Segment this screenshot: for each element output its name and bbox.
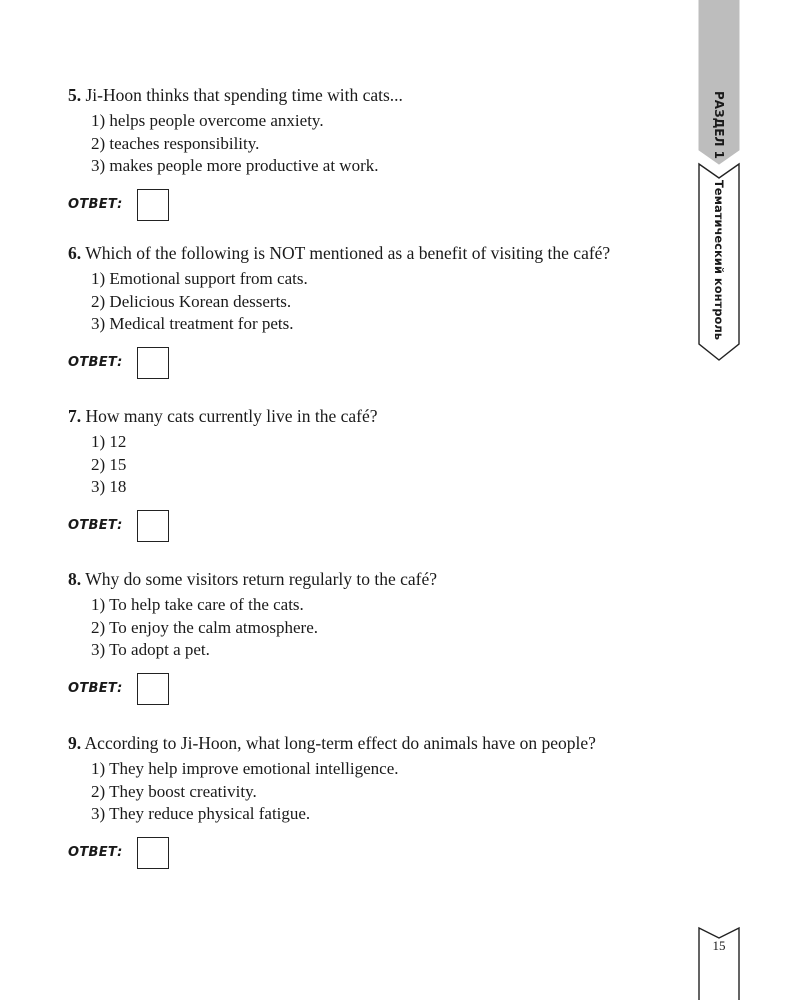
answer-option: 3) Medical treatment for pets. xyxy=(91,314,294,333)
question-text: 9. According to Ji-Hoon, what long-term effect do animals have on people? xyxy=(68,733,596,753)
answer-option: 2) Delicious Korean desserts. xyxy=(91,291,292,311)
answer-option: 3) 18 xyxy=(91,477,127,496)
answer-option: 1) 12 xyxy=(91,432,127,451)
answer-box-6[interactable] xyxy=(137,347,169,379)
answer-option: 2) 15 xyxy=(91,454,127,474)
question-text: 5. Ji-Hoon thinks that spending time with cats... xyxy=(68,85,403,105)
question-6 xyxy=(68,242,688,379)
answer-option: 2) To enjoy the calm atmosphere. xyxy=(91,617,318,637)
question-text: 7. How many cats currently live in the café? xyxy=(68,406,378,426)
answer-label: ОТВЕТ: xyxy=(68,681,123,696)
answer-option: 1) To help take care of the cats. xyxy=(91,595,304,614)
answer-box-8[interactable] xyxy=(137,673,169,705)
question-text: 6. Which of the following is NOT mentioned as a benefit of visiting the café? xyxy=(68,243,611,263)
answer-option: 2) They boost creativity. xyxy=(91,781,257,801)
answer-option: 3) makes people more productive at work. xyxy=(91,156,379,175)
answer-label: ОТВЕТ: xyxy=(68,197,123,212)
question-text: 8. Why do some visitors return regularly to the café? xyxy=(68,569,438,589)
answer-option: 1) They help improve emotional intelligence. xyxy=(91,759,399,778)
answer-box-7[interactable] xyxy=(137,510,169,542)
answer-box-9[interactable] xyxy=(137,837,169,869)
question-7 xyxy=(68,405,688,542)
answer-option: 2) teaches responsibility. xyxy=(91,133,260,153)
answer-option: 1) Emotional support from cats. xyxy=(91,269,308,288)
answer-label: ОТВЕТ: xyxy=(68,355,123,370)
question-9 xyxy=(68,732,688,869)
page-number: 15 xyxy=(712,938,726,953)
answer-box-5[interactable] xyxy=(137,189,169,221)
question-8 xyxy=(68,568,688,705)
answer-option: 1) helps people overcome anxiety. xyxy=(91,111,324,130)
question-5 xyxy=(68,84,688,221)
section-label: РАЗДЕЛ 1 xyxy=(712,91,726,159)
answer-option: 3) They reduce physical fatigue. xyxy=(91,804,311,823)
answer-label: ОТВЕТ: xyxy=(68,845,123,860)
answer-option: 3) To adopt a pet. xyxy=(91,640,210,659)
answer-label: ОТВЕТ: xyxy=(68,518,123,533)
topic-label: Тематический контроль xyxy=(712,179,727,341)
